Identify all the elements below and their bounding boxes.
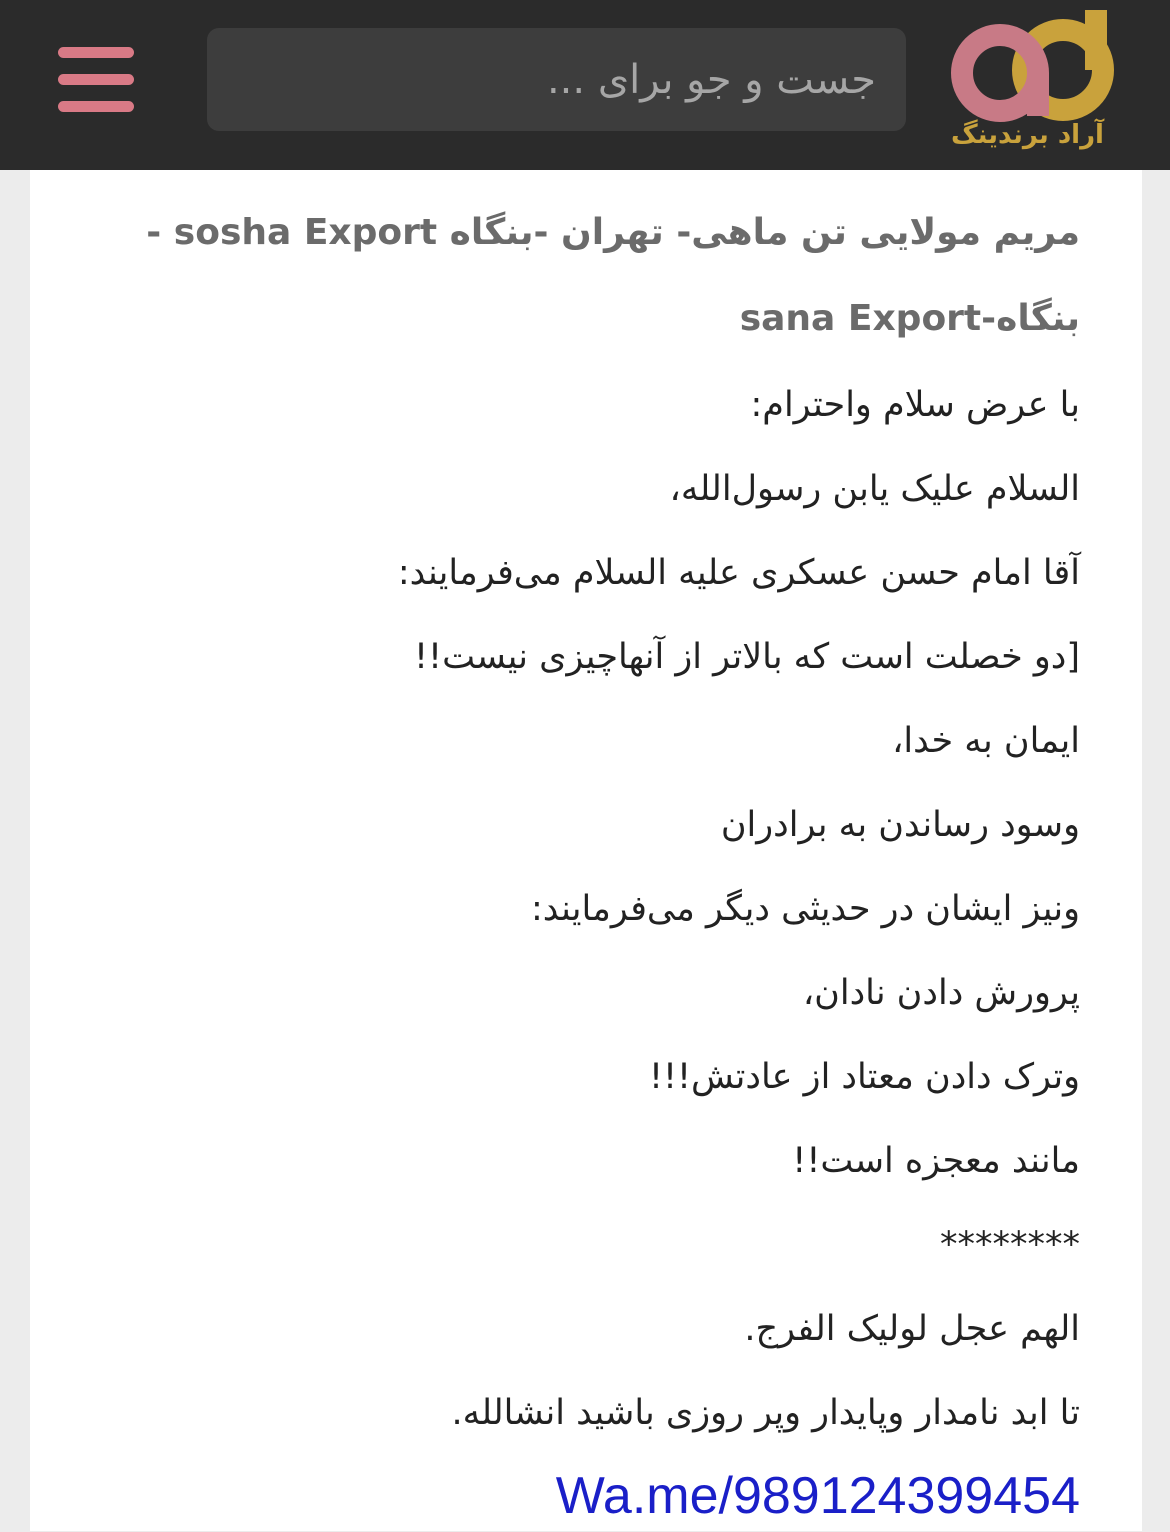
hamburger-menu-icon[interactable] <box>58 47 134 115</box>
body-line: وترک دادن معتاد از عادتش!!! <box>648 1057 1080 1097</box>
body-line: الهم عجل لولیک الفرج. <box>744 1309 1080 1349</box>
body-line: وسود رساندن به برادران <box>720 805 1080 845</box>
body-line-stars: ******** <box>940 1225 1080 1265</box>
body-line: پرورش دادن نادان، <box>802 973 1080 1013</box>
body-line: [دو خصلت است که بالاتر از آنهاچیزی نیست!! <box>414 637 1080 677</box>
brand-logo[interactable] <box>945 8 1115 158</box>
article-card <box>30 170 1142 1531</box>
logo-icon <box>945 8 1115 128</box>
body-line: آقا امام حسن عسکری علیه السلام می‌فرمایند: <box>397 553 1080 593</box>
body-line: با عرض سلام واحترام: <box>750 385 1080 425</box>
body-line: ایمان به خدا، <box>892 721 1080 761</box>
logo-text: آراد برندینگ <box>951 120 1104 150</box>
article-body <box>70 363 1080 1455</box>
search-box[interactable] <box>207 28 906 131</box>
menu-bar-line <box>58 101 134 112</box>
body-line: تا ابد نامدار وپایدار وپر روزی باشید انشالله. <box>451 1393 1080 1433</box>
top-bar <box>0 0 1170 170</box>
body-line: مانند معجزه است!! <box>792 1141 1080 1181</box>
article-title: مریم مولایی تن ماهی- تهران -بنگاه sosha Export - بنگاه-sana Export <box>146 212 1080 339</box>
search-input[interactable] <box>207 28 906 131</box>
body-line: السلام علیک یابن رسول‌الله، <box>669 469 1080 509</box>
whatsapp-link[interactable]: Wa.me/989124399454 <box>555 1467 1080 1525</box>
menu-bar-line <box>58 74 134 85</box>
body-line: ونیز ایشان در حدیثی دیگر می‌فرمایند: <box>531 889 1080 929</box>
menu-bar-line <box>58 47 134 58</box>
